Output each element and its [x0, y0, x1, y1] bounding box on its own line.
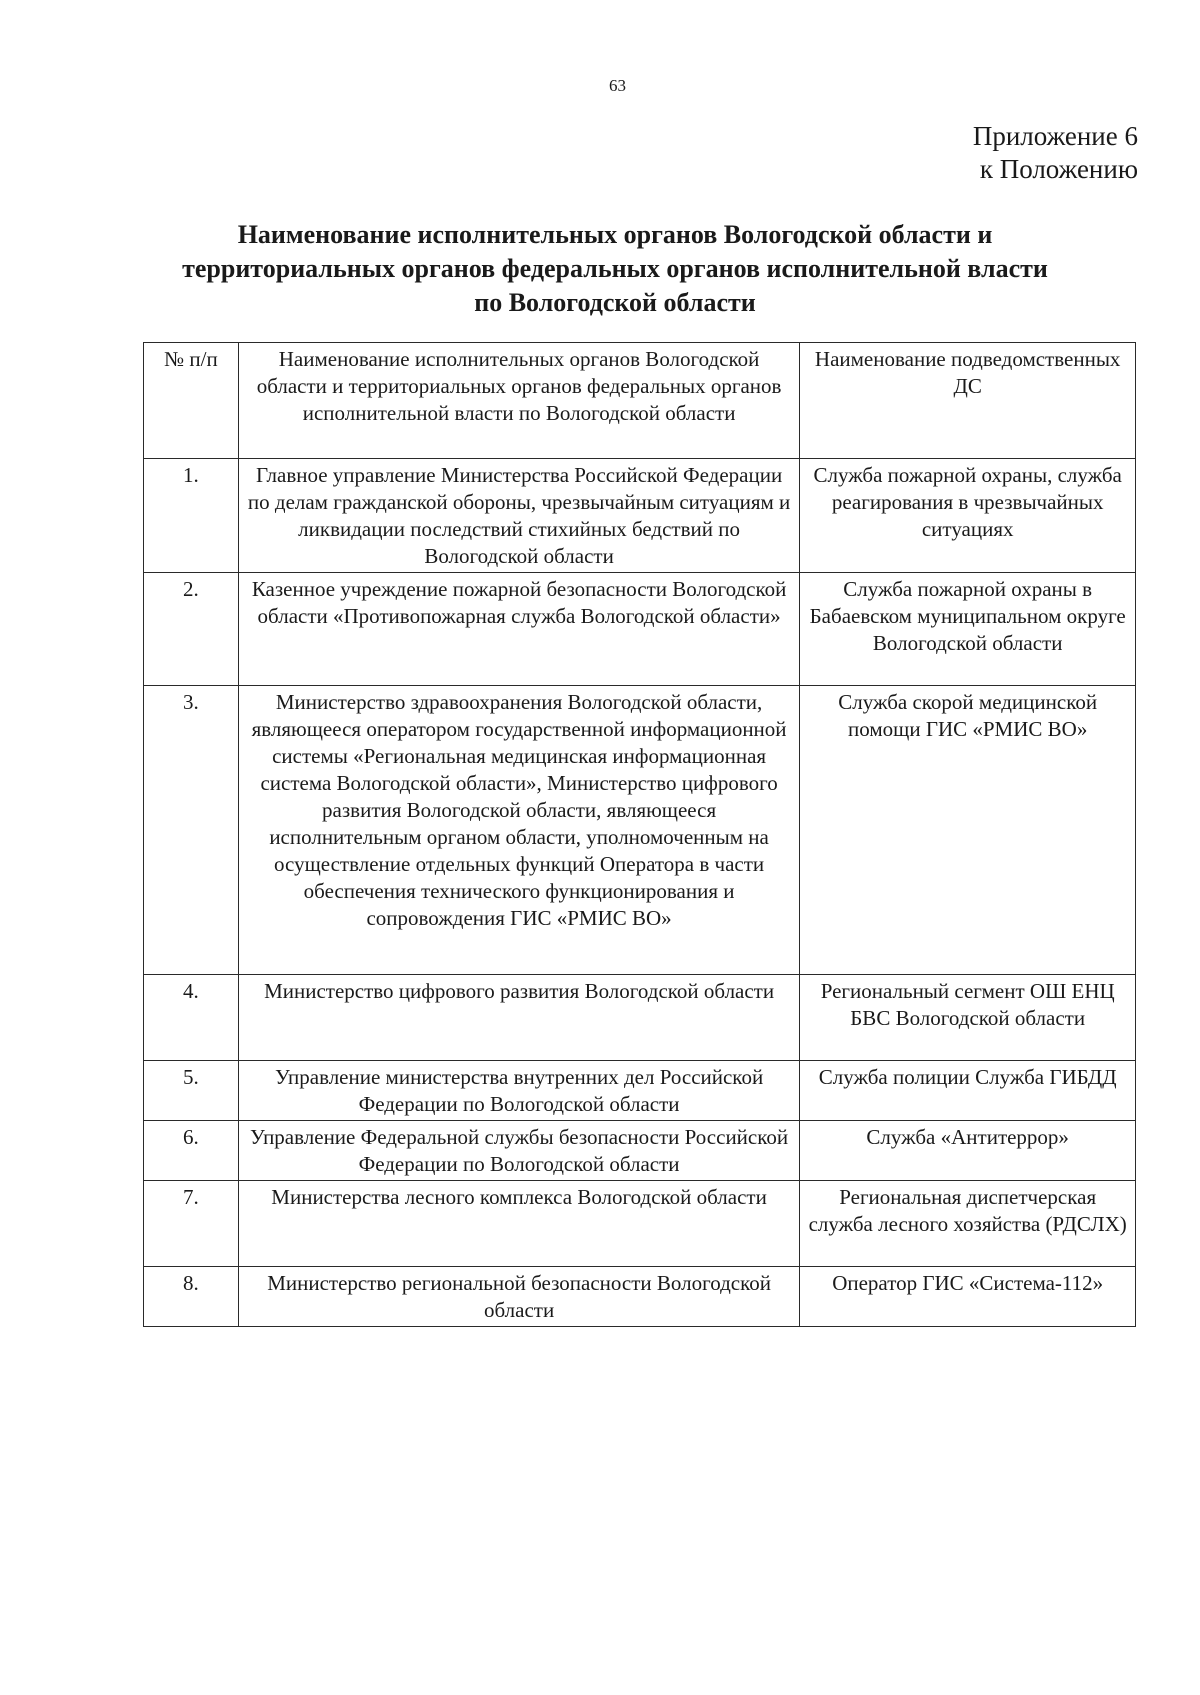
table-header-row — [144, 343, 1136, 459]
appendix-line-2: к Положению — [979, 154, 1138, 184]
header-num: № п/п — [144, 343, 239, 459]
table-row — [144, 686, 1136, 975]
table-row — [144, 1061, 1136, 1121]
row-org: Министерство цифрового развития Вологодской области — [238, 975, 800, 1061]
row-org: Главное управление Министерства Российской Федерации по делам гражданской обороны, чрезвычайным ситуациям и ликвидации последствий стихийных бедствий по Вологодской области — [238, 459, 800, 573]
header-ds: Наименование подведомственных ДС — [800, 343, 1136, 459]
row-org: Управление Федеральной службы безопасности Российской Федерации по Вологодской области — [238, 1121, 800, 1181]
row-ds: Служба пожарной охраны в Бабаевском муниципальном округе Вологодской области — [800, 573, 1136, 686]
table-row — [144, 459, 1136, 573]
row-ds: Региональный сегмент ОШ ЕНЦ БВС Вологодской области — [800, 975, 1136, 1061]
row-num: 2. — [144, 573, 239, 686]
table-row — [144, 1121, 1136, 1181]
row-org: Министерства лесного комплекса Вологодской области — [238, 1181, 800, 1267]
row-ds: Служба пожарной охраны, служба реагирования в чрезвычайных ситуациях — [800, 459, 1136, 573]
document-title — [120, 218, 1110, 320]
organs-table — [143, 342, 1136, 1327]
document-title-line-2: территориальных органов федеральных органов исполнительной власти — [182, 254, 1048, 283]
row-num: 5. — [144, 1061, 239, 1121]
row-num: 3. — [144, 686, 239, 975]
row-num: 4. — [144, 975, 239, 1061]
document-title-line-3: по Вологодской области — [474, 288, 756, 317]
table-row — [144, 573, 1136, 686]
row-ds: Служба полиции Служба ГИБДД — [800, 1061, 1136, 1121]
row-ds: Служба скорой медицинской помощи ГИС «РМИС ВО» — [800, 686, 1136, 975]
row-org: Министерство региональной безопасности Вологодской области — [238, 1267, 800, 1327]
table-row — [144, 975, 1136, 1061]
row-num: 8. — [144, 1267, 239, 1327]
row-org: Управление министерства внутренних дел Российской Федерации по Вологодской области — [238, 1061, 800, 1121]
row-ds: Региональная диспетчерская служба лесного хозяйства (РДСЛХ) — [800, 1181, 1136, 1267]
header-org: Наименование исполнительных органов Вологодской области и территориальных органов федеральных органов исполнительной власти по Вологодской области — [238, 343, 800, 459]
document-title-line-1: Наименование исполнительных органов Вологодской области и — [237, 220, 993, 249]
row-num: 7. — [144, 1181, 239, 1267]
row-num: 1. — [144, 459, 239, 573]
row-ds: Оператор ГИС «Система-112» — [800, 1267, 1136, 1327]
row-num: 6. — [144, 1121, 239, 1181]
row-org: Министерство здравоохранения Вологодской области, являющееся оператором государственной информационной системы «Региональная медицинская информационная система Вологодской области», Министерство цифрового развития Вологодской области, являющееся исполнительным органом области, уполномоченным на осуществление отдельных функций Оператора в части обеспечения технического функционирования и сопровождения ГИС «РМИС ВО» — [238, 686, 800, 975]
appendix-line-1: Приложение 6 — [972, 121, 1138, 151]
table-row — [144, 1267, 1136, 1327]
row-ds: Служба «Антитеррор» — [800, 1121, 1136, 1181]
page-number: 63 — [609, 76, 626, 95]
appendix-label — [973, 120, 1138, 186]
row-org: Казенное учреждение пожарной безопасности Вологодской области «Противопожарная служба Вологодской области» — [238, 573, 800, 686]
table-row — [144, 1181, 1136, 1267]
